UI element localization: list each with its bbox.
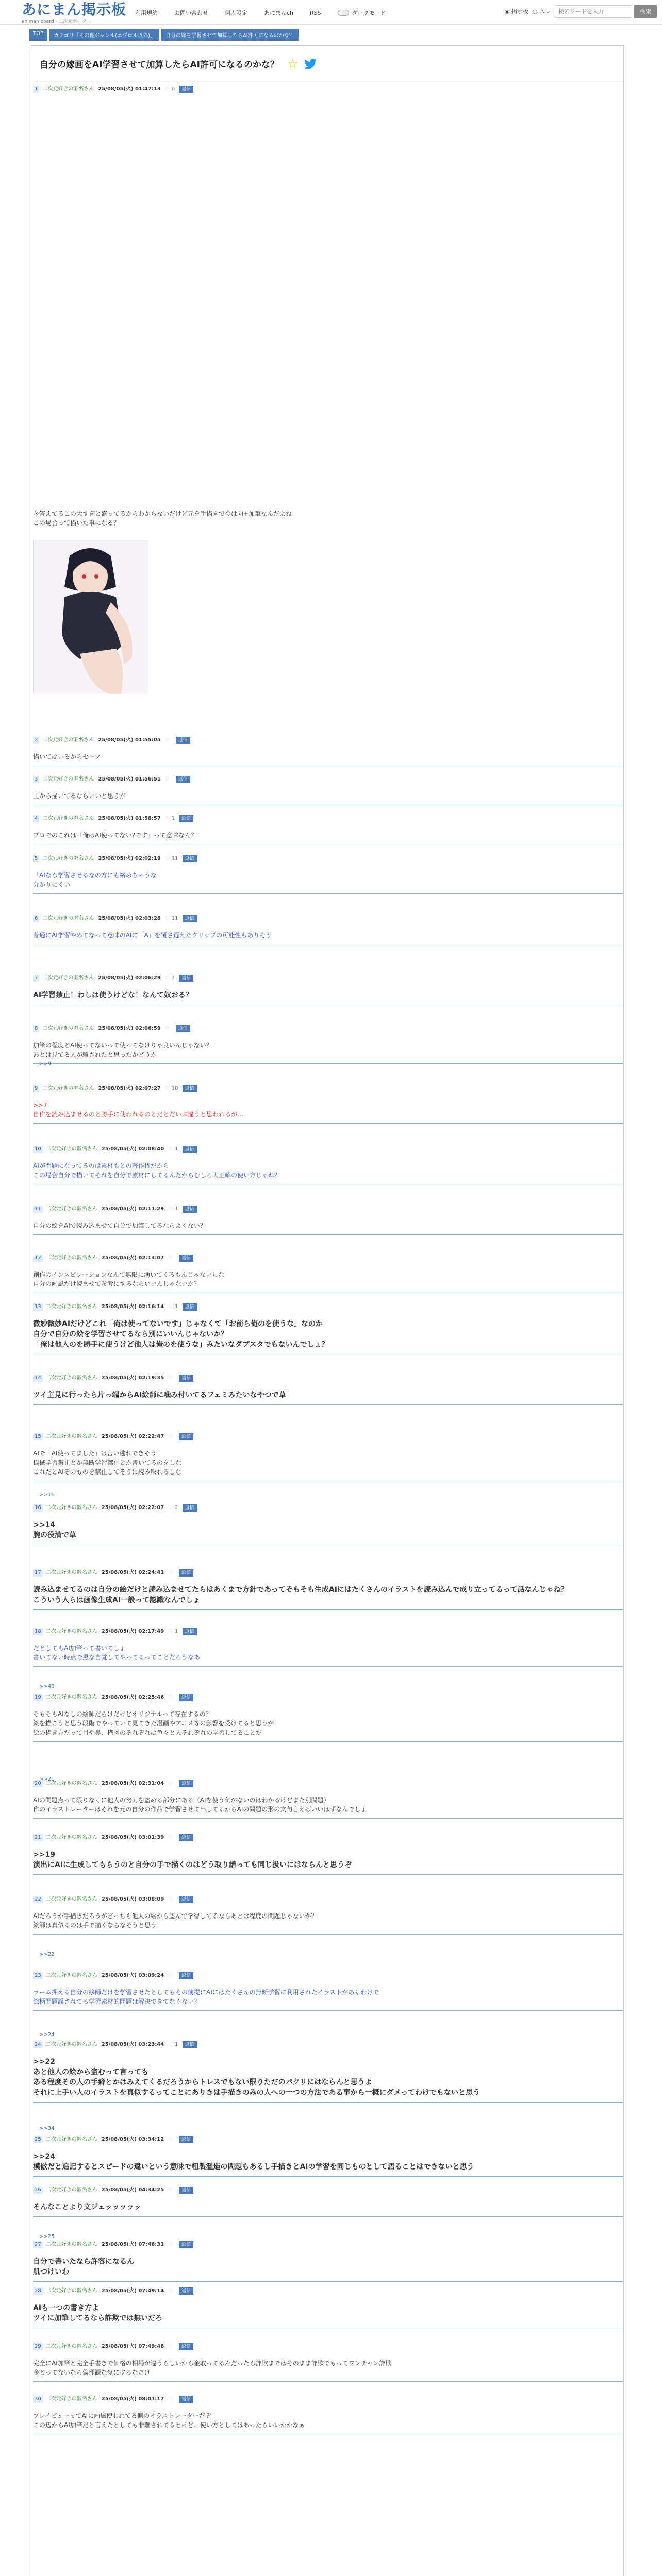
response-date: 25/08/05(火) 02:06:59 xyxy=(98,1026,161,1031)
like-heart-icon[interactable]: ♡ xyxy=(164,975,170,981)
like-heart-icon[interactable]: ♡ xyxy=(164,737,170,743)
response-number[interactable]: 1 xyxy=(33,86,39,93)
response-author: 二次元好きの匿名さん xyxy=(45,2242,97,2247)
like-heart-icon[interactable]: ♡ xyxy=(168,1146,173,1152)
response-header xyxy=(33,737,623,744)
response-number[interactable]: 4 xyxy=(33,815,39,822)
response-header xyxy=(33,915,623,922)
response-header xyxy=(33,2136,623,2143)
response-date: 25/08/05(火) 03:34:12 xyxy=(101,2137,164,2142)
response-number[interactable]: 19 xyxy=(33,1694,43,1701)
like-heart-icon[interactable]: ♡ xyxy=(164,916,170,921)
like-count: 1 xyxy=(171,816,175,821)
response-text: AIで「AI使ってました」は言い逃れできそう 機械学習禁止とか無断学習禁止とか書いてるのをしな これだとAIそのものを禁止してそうに読み取れるしな xyxy=(33,1449,623,1481)
reply-button[interactable]: 返信 xyxy=(179,1896,193,1903)
response xyxy=(33,2343,623,2382)
favorite-star-icon[interactable]: ☆ xyxy=(287,56,299,71)
like-count: 1 xyxy=(175,2042,178,2047)
like-heart-icon[interactable]: ♡ xyxy=(164,1026,170,1031)
response xyxy=(33,776,623,805)
response-header xyxy=(33,1780,623,1787)
response-date: 25/08/05(火) 03:08:09 xyxy=(101,1896,164,1902)
response-author: 二次元好きの匿名さん xyxy=(45,1206,97,1212)
response-date: 25/08/05(火) 03:01:39 xyxy=(101,1835,164,1840)
like-count: 10 xyxy=(171,1086,178,1091)
like-heart-icon[interactable]: ♡ xyxy=(168,1570,173,1575)
response-header xyxy=(33,855,623,862)
reply-button[interactable]: 返信 xyxy=(179,1780,193,1787)
like-heart-icon[interactable]: ♡ xyxy=(164,816,170,821)
response xyxy=(33,975,623,1005)
twitter-share-icon[interactable] xyxy=(304,59,317,69)
like-heart-icon[interactable]: ♡ xyxy=(168,1694,173,1700)
response-number[interactable]: 24 xyxy=(33,2041,43,2048)
thread-title-row xyxy=(31,46,623,82)
reply-button[interactable]: 返信 xyxy=(183,1206,197,1213)
dark-mode-label: ダークモード xyxy=(352,10,386,16)
response-header xyxy=(33,1504,623,1512)
reply-button[interactable]: 返信 xyxy=(179,1255,193,1262)
response xyxy=(33,2287,623,2328)
response xyxy=(33,1504,623,1545)
search-scope-board-label: 掲示板 xyxy=(511,8,528,15)
response-text: 創作のインスピレーションなんて無限に湧いてくるもんじゃないしな 自分の画風だけ読ませて参考にするならいいんじゃないか？ xyxy=(33,1270,623,1293)
response xyxy=(33,2041,623,2103)
response-date: 25/08/05(火) 02:24:41 xyxy=(101,1570,164,1575)
like-count: 1 xyxy=(175,1304,178,1310)
response-text: 自分で書いたなら許容になるん 肌つけいわ xyxy=(33,2257,623,2282)
response-text: 読み込ませてるのは自分の絵だけと読み込ませてたらはあくまで方針であってそもそも生成AIにはたくさんのイラストを読み込んで成り立ってるって話なんじゃね？ こういう人らは画像生成AI一般って認識なんでしょ xyxy=(33,1585,623,1610)
response-author: 二次元好きの匿名さん xyxy=(45,1896,97,1902)
response-author: 二次元好きの匿名さん xyxy=(45,1434,97,1439)
response-author: 二次元好きの匿名さん xyxy=(42,737,94,743)
response xyxy=(33,2187,623,2217)
reply-button[interactable]: 返信 xyxy=(179,1694,193,1701)
like-heart-icon[interactable]: ♡ xyxy=(168,2137,173,2142)
reply-link[interactable]: >>40 xyxy=(39,1684,55,1689)
response-text: >>22 あと他人の絵から盗むって言っても ある程度その人の手癖とかはみえてくるだろうからトレスでもない限りただのパクリにはならんと思うよ それに上手い人のイラストを真似するってことにありきは手描きのみの人への一つの方法である事から一概にダメってわけでもないと思う xyxy=(33,2057,623,2103)
response-number[interactable]: 17 xyxy=(33,1569,43,1577)
response-number[interactable]: 29 xyxy=(33,2343,43,2350)
reply-button[interactable]: 返信 xyxy=(183,1085,197,1092)
response-date: 25/08/05(火) 01:58:57 xyxy=(98,816,161,821)
like-heart-icon[interactable]: ♡ xyxy=(168,1206,173,1212)
response-author: 二次元好きの匿名さん xyxy=(45,1146,97,1152)
response-author: 二次元好きの匿名さん xyxy=(45,1781,97,1786)
response xyxy=(33,737,623,766)
like-count: 1 xyxy=(175,1206,178,1212)
response xyxy=(33,1206,623,1235)
response-header xyxy=(33,1694,623,1701)
response-text: ツイ主見に行ったら片っ端からAI絵師に噛み付いてるフェミみたいなやつで草 xyxy=(33,1390,623,1405)
response-number[interactable]: 28 xyxy=(33,2287,43,2295)
response xyxy=(33,1896,623,1935)
response-number[interactable]: 10 xyxy=(33,1146,43,1153)
response-date: 25/08/05(火) 07:46:31 xyxy=(101,2242,164,2247)
response-date: 25/08/05(火) 02:19:35 xyxy=(101,1375,164,1381)
search-button[interactable]: 検索 xyxy=(634,5,657,18)
response-date: 25/08/05(火) 02:13:07 xyxy=(101,1255,164,1261)
response-header xyxy=(33,2287,623,2295)
response-text: そもそもAIなしの絵師だらけだけどオリジナルって存在するの？ 絵を描こうと思う段階でやっていて見てきた漫画やアニメ等の影響を受けてると思うが 絵の描き方だって目や鼻、構図のそれぞれは色々と人それぞれの学習してることだ xyxy=(33,1709,623,1742)
response xyxy=(33,1569,623,1610)
response-date: 25/08/05(火) 02:22:07 xyxy=(101,1505,164,1511)
response-number[interactable]: 18 xyxy=(33,1628,43,1635)
response-text: >>14 腕の役満で草 xyxy=(33,1520,623,1545)
reply-link[interactable]: >>25 xyxy=(39,2234,55,2240)
like-heart-icon[interactable]: ♡ xyxy=(164,776,170,782)
response-author: 二次元好きの匿名さん xyxy=(42,776,94,782)
response-date: 25/08/05(火) 02:25:46 xyxy=(101,1694,164,1700)
reply-button[interactable]: 返信 xyxy=(179,2136,193,2143)
site-header xyxy=(0,0,662,25)
response-date: 25/08/05(火) 02:07:27 xyxy=(98,1086,161,1091)
response-header xyxy=(33,2241,623,2248)
response-header xyxy=(33,1896,623,1903)
response-text: プロでのこれは「俺はAI使ってない?です」って意味なん？ xyxy=(33,831,623,844)
response-author: 二次元好きの匿名さん xyxy=(45,1570,97,1575)
search-scope-thread[interactable]: ○ スレ xyxy=(532,8,551,15)
response-number[interactable]: 6 xyxy=(33,915,39,922)
response-date: 25/08/05(火) 04:34:25 xyxy=(101,2187,164,2193)
response-text: AIだろうが手描きだろうがどっちも他人の絵から盗んで学習してるならあとは程度の問題じゃないか？ 絵師は真似るのは手で描くならなそうと思う xyxy=(33,1911,623,1935)
breadcrumb xyxy=(29,29,301,41)
like-heart-icon[interactable]: ♡ xyxy=(168,2396,173,2402)
response-text: 上から描いてるならいいと思うが xyxy=(33,791,623,805)
reply-button[interactable]: 返信 xyxy=(176,1025,190,1032)
response xyxy=(33,1433,623,1481)
reply-button[interactable]: 返信 xyxy=(183,1504,197,1512)
response-text: AIの問題点って限りなくに他人の努力を盗める部分にある（AIを使う気がないのはわかるけどまた別問題） 作のイラストレーターはそれを元の自分の作品で学習させて出してるからAIの問題の形の文句言えばいいはずなんでしょ xyxy=(33,1795,623,1819)
response xyxy=(33,1628,623,1667)
reply-button[interactable]: 返信 xyxy=(179,1375,193,1382)
response xyxy=(33,2396,623,2434)
search-scope-thread-label: スレ xyxy=(539,8,551,15)
response-header xyxy=(33,1433,623,1440)
response-date: 25/08/05(火) 02:17:49 xyxy=(101,1629,164,1634)
like-count: 11 xyxy=(171,856,178,861)
response-text: 完全にAI加筆と完全手書きで価格の相場が違うらしいから金取ってるんだったら詐欺まではそのまま詐欺でもってワンチャン詐欺 金とってないなら倫理観な気にするなだけ xyxy=(33,2359,623,2382)
like-count: 1 xyxy=(175,1146,178,1152)
breadcrumb-category[interactable]: カテゴリ「その他ジャンル(ニプロル以外)」 xyxy=(49,29,159,41)
reply-button[interactable]: 返信 xyxy=(179,1972,193,1979)
response-author: 二次元好きの匿名さん xyxy=(42,86,94,92)
response-date: 25/08/05(火) 02:06:29 xyxy=(98,975,161,981)
response-author: 二次元好きの匿名さん xyxy=(42,1086,94,1091)
response-header xyxy=(33,1569,623,1577)
response-number[interactable]: 13 xyxy=(33,1303,43,1311)
nav-animanch[interactable]: あにまんch xyxy=(264,10,294,16)
op-illustration xyxy=(34,540,148,694)
response-date: 25/08/05(火) 03:23:44 xyxy=(101,2042,164,2047)
response xyxy=(33,1972,623,2011)
response-text: 微妙微妙AIだけどこれ「俺は使ってないです」じゃなくて「お前ら俺のを使うな」なのか 自分で自分の絵を学習させてるなら別にいいんじゃないか？ 「俺は他人のを勝手に使うけど他人は俺のを使うな」みたいなダブスタでもないんでしょ？ xyxy=(33,1319,623,1354)
response-header xyxy=(33,1085,623,1092)
response-header xyxy=(33,2396,623,2403)
response-text: 「AIなら学習させるなの方にも絡めちゃうな 分かりにくい xyxy=(33,871,623,894)
response xyxy=(33,1146,623,1184)
nav-contact[interactable]: お問い合わせ xyxy=(174,10,208,16)
like-count: 11 xyxy=(171,916,178,921)
response-author: 二次元好きの匿名さん xyxy=(42,1026,94,1031)
response xyxy=(33,2136,623,2177)
like-heart-icon[interactable]: ♡ xyxy=(168,1304,173,1310)
response-author: 二次元好きの匿名さん xyxy=(42,975,94,981)
op-text: 今答えてるこの大すぎと盛ってるからわからないだけど元を手描きで今は向+加筆なんだよね この場合って描いた事になる？ xyxy=(33,510,292,527)
response-number[interactable]: 5 xyxy=(33,855,39,862)
reply-link[interactable]: >>34 xyxy=(39,2126,55,2131)
response-header xyxy=(33,1206,623,1213)
reply-link[interactable]: >>22 xyxy=(39,1952,55,1957)
like-count: 2 xyxy=(175,1505,178,1511)
thread-title: 自分の嫁画をAI学習させて加算したらAI許可になるのかな？ xyxy=(40,60,279,70)
like-count: 1 xyxy=(171,975,175,981)
reply-button[interactable]: 返信 xyxy=(183,1303,197,1311)
response-text: AIも一つの書き方よ ツイに加筆してるなら詐欺では無いだろ xyxy=(33,2303,623,2328)
response-text: そんなことより文ジェッッッッッ xyxy=(33,2202,623,2217)
response-header xyxy=(33,1628,623,1635)
response-text: 普通にAI学習やめてなって意味のAIに「A」を覆さ選えたクリップの可能性もありそう xyxy=(33,930,623,944)
search-input[interactable] xyxy=(555,5,632,18)
response-author: 二次元好きの匿名さん xyxy=(45,1255,97,1261)
response-author: 二次元好きの匿名さん xyxy=(45,2042,97,2047)
like-heart-icon[interactable]: ♡ xyxy=(168,2344,173,2349)
response-date: 25/08/05(火) 02:11:29 xyxy=(101,1206,164,1212)
response-header xyxy=(33,1025,623,1032)
like-heart-icon[interactable]: ♡ xyxy=(168,1896,173,1902)
reply-button[interactable]: 返信 xyxy=(179,1433,193,1440)
response-text: ラーム押える自分の絵師だけを学習させたとしてもその前提にAIにはたくさんの無断学習に利用されたイラストがあるわけで 絵柄問題誤されてる学習素材的問題は解決できてなくない？ xyxy=(33,1988,623,2011)
response-header xyxy=(33,1303,623,1311)
reply-button[interactable]: 返信 xyxy=(183,915,197,922)
search-scope-board[interactable]: ◉ 掲示板 xyxy=(504,8,528,15)
like-heart-icon[interactable]: ♡ xyxy=(168,1434,173,1439)
like-heart-icon[interactable]: ♡ xyxy=(168,1375,173,1381)
response-text: >>7 自作を読み込ませるのと勝手に使われるのとだとだいぶ違うと思われるが… xyxy=(33,1100,623,1124)
response-text: AI学習禁止！わしは使うけどな！なんて奴おる？ xyxy=(33,990,623,1005)
response-date: 25/08/05(火) 08:01:17 xyxy=(101,2396,164,2402)
response-text: 加筆の程度とAI使ってないって使ってなけりゃ良いんじゃない？ あとは見てる人が騙されたと思ったかどうか xyxy=(33,1041,623,1064)
reply-button[interactable]: 返信 xyxy=(176,737,190,744)
search-area xyxy=(505,5,657,18)
response-text: ブレイビューってAIに画風使われてる側のイラストレーターだぞ この辺からAI加筆だと言えたとしても非難されてるとけど、使い方としてはあったらいいかかなぁ xyxy=(33,2411,623,2434)
response-number[interactable]: 11 xyxy=(33,1206,43,1213)
response-header xyxy=(33,776,623,783)
response-date: 25/08/05(火) 02:22:47 xyxy=(101,1434,164,1439)
response-op xyxy=(33,86,623,528)
reply-button[interactable]: 返信 xyxy=(179,1569,193,1577)
response-header xyxy=(33,1834,623,1841)
response-header xyxy=(33,1255,623,1262)
response-number[interactable]: 26 xyxy=(33,2187,43,2194)
reply-button[interactable]: 返信 xyxy=(176,776,190,783)
response-number[interactable]: 7 xyxy=(33,975,39,982)
reply-button[interactable]: 返信 xyxy=(179,2396,193,2403)
response-text: >>24 模倣だと追記するとスピードの違いという意味で粗製濫造の問題もあるし手描きとAIの学習を同じものとして語ることはできないと思う xyxy=(33,2151,623,2177)
response-author: 二次元好きの匿名さん xyxy=(45,2288,97,2294)
reply-button[interactable]: 返信 xyxy=(179,2343,193,2350)
like-count: 0 xyxy=(171,86,175,92)
response-text: >>19 演出にAIに生成してもらうのと自分の手で描くのはどう取り繕っても同じ扱いにはならんと思うぞ xyxy=(33,1850,623,1875)
response-text: 描いてはいるからセーフ xyxy=(33,752,623,766)
response xyxy=(33,815,623,844)
like-heart-icon[interactable]: ♡ xyxy=(164,856,170,861)
response-date: 25/08/05(火) 02:08:40 xyxy=(101,1146,164,1152)
like-count: 1 xyxy=(175,1629,178,1634)
response xyxy=(33,1834,623,1875)
op-image[interactable] xyxy=(33,540,147,693)
response-author: 二次元好きの匿名さん xyxy=(45,1629,97,1634)
breadcrumb-thread[interactable]: 自分の嫁を学習させて加算したらAI許可になるのかな？ xyxy=(161,29,299,41)
response xyxy=(33,2241,623,2282)
reply-link[interactable]: >>21 xyxy=(39,1776,55,1782)
reply-button[interactable]: 返信 xyxy=(179,975,193,982)
response-number[interactable]: 15 xyxy=(33,1433,43,1440)
reply-button[interactable]: 返信 xyxy=(183,2041,197,2048)
response-date: 25/08/05(火) 02:16:14 xyxy=(101,1304,164,1310)
nav-rss[interactable]: RSS xyxy=(310,9,321,16)
response xyxy=(33,915,623,944)
like-heart-icon[interactable]: ♡ xyxy=(168,1505,173,1511)
response-date: 25/08/05(火) 01:55:05 xyxy=(98,737,161,743)
response-number[interactable]: 23 xyxy=(33,1972,43,1979)
response-number[interactable]: 21 xyxy=(33,1834,43,1841)
response-header xyxy=(33,2041,623,2048)
reply-button[interactable]: 返信 xyxy=(179,2287,193,2295)
like-heart-icon[interactable]: ♡ xyxy=(168,2288,173,2294)
response xyxy=(33,1694,623,1742)
reply-button[interactable]: 返信 xyxy=(183,855,197,862)
reply-button[interactable]: 返信 xyxy=(179,815,193,822)
response-date: 25/08/05(火) 03:09:24 xyxy=(101,1973,164,1978)
response xyxy=(33,855,623,894)
reply-button[interactable]: 返信 xyxy=(179,2241,193,2248)
like-heart-icon[interactable]: ♡ xyxy=(168,2042,173,2047)
response xyxy=(33,1303,623,1354)
like-heart-icon[interactable]: ♡ xyxy=(168,2187,173,2193)
reply-button[interactable]: 返信 xyxy=(179,2187,193,2194)
response-date: 25/08/05(火) 02:03:28 xyxy=(98,916,161,921)
like-heart-icon[interactable]: ♡ xyxy=(168,1973,173,1978)
response-number[interactable]: 30 xyxy=(33,2396,43,2403)
breadcrumb-top[interactable]: TOP xyxy=(29,29,47,41)
like-heart-icon[interactable]: ♡ xyxy=(168,1835,173,1840)
top-nav xyxy=(135,9,386,17)
response-header xyxy=(33,86,623,93)
response-number[interactable]: 8 xyxy=(33,1025,39,1032)
response-author: 二次元好きの匿名さん xyxy=(42,916,94,921)
response-number[interactable]: 16 xyxy=(33,1504,43,1512)
response-number[interactable]: 22 xyxy=(33,1896,43,1903)
reply-link[interactable]: >>16 xyxy=(39,1492,55,1498)
response-author: 二次元好きの匿名さん xyxy=(45,1835,97,1840)
reply-button[interactable]: 返信 xyxy=(179,86,193,93)
response-author: 二次元好きの匿名さん xyxy=(42,856,94,861)
response xyxy=(33,1780,623,1819)
response-header xyxy=(33,975,623,982)
response-author: 二次元好きの匿名さん xyxy=(45,1694,97,1700)
response-header xyxy=(33,2343,623,2350)
response-date: 25/08/05(火) 07:49:14 xyxy=(101,2288,164,2294)
response-author: 二次元好きの匿名さん xyxy=(45,2137,97,2142)
like-heart-icon[interactable]: ♡ xyxy=(168,1781,173,1786)
response-text: 自分の絵をAIで読み込ませて自分で加筆してるならよくない？ xyxy=(33,1221,623,1235)
response-number[interactable]: 27 xyxy=(33,2241,43,2248)
response-header xyxy=(33,815,623,822)
response-number[interactable]: 25 xyxy=(33,2136,43,2143)
response-date: 25/08/05(火) 02:02:19 xyxy=(98,856,161,861)
response-number[interactable]: 12 xyxy=(33,1255,43,1262)
response-header xyxy=(33,1375,623,1382)
response xyxy=(33,1375,623,1405)
response-number[interactable]: 14 xyxy=(33,1375,43,1382)
response-date: 25/08/05(火) 01:47:13 xyxy=(98,86,161,92)
response-number[interactable]: 20 xyxy=(33,1780,43,1787)
like-heart-icon[interactable]: ♡ xyxy=(164,1086,170,1091)
response-header xyxy=(33,1146,623,1153)
response-number[interactable]: 3 xyxy=(33,776,39,783)
like-heart-icon[interactable]: ♡ xyxy=(164,86,170,92)
nav-terms[interactable]: 利用規約 xyxy=(135,10,158,16)
response-author: 二次元好きの匿名さん xyxy=(45,1505,97,1511)
response xyxy=(33,1085,623,1124)
response xyxy=(33,1025,623,1064)
response-author: 二次元好きの匿名さん xyxy=(45,2344,97,2349)
response-author: 二次元好きの匿名さん xyxy=(45,1973,97,1978)
response-number[interactable]: 2 xyxy=(33,737,39,744)
dark-mode-toggle[interactable] xyxy=(338,10,349,16)
logo-subtitle: animan board - 二次元ポータル xyxy=(22,19,91,24)
response-header xyxy=(33,1972,623,1979)
like-heart-icon[interactable]: ♡ xyxy=(168,2242,173,2247)
response-author: 二次元好きの匿名さん xyxy=(45,1304,97,1310)
response-text: だとしてもAI加筆って書いてしょ 書いてない時点で黒な自覚してやってるってことだろうなあ xyxy=(33,1643,623,1667)
response-author: 二次元好きの匿名さん xyxy=(45,1375,97,1381)
response-header xyxy=(33,2187,623,2194)
site-logo[interactable] xyxy=(22,2,126,24)
reply-button[interactable]: 返信 xyxy=(183,1146,197,1153)
like-heart-icon[interactable]: ♡ xyxy=(168,1255,173,1261)
nav-settings[interactable]: 個人設定 xyxy=(225,10,247,16)
reply-link[interactable]: >>24 xyxy=(39,2032,55,2038)
response-date: 25/08/05(火) 07:49:48 xyxy=(101,2344,164,2349)
logo-title: あにまん掲示板 xyxy=(22,1,127,18)
reply-link[interactable]: >>9 xyxy=(39,1061,52,1067)
reply-button[interactable]: 返信 xyxy=(183,1628,197,1635)
reply-button[interactable]: 返信 xyxy=(179,1834,193,1841)
response-date: 25/08/05(火) 02:31:04 xyxy=(101,1781,164,1786)
response-text: AIが問題になってるのは素材もとの著作権だから この場合自分で描いてそれを自分で素材にしてるんだからむしろ大正解の使い方じゃね？ xyxy=(33,1161,623,1184)
response-author: 二次元好きの匿名さん xyxy=(42,816,94,821)
response-number[interactable]: 9 xyxy=(33,1085,39,1092)
response-author: 二次元好きの匿名さん xyxy=(45,2396,97,2402)
response-date: 25/08/05(火) 01:56:51 xyxy=(98,776,161,782)
response xyxy=(33,1255,623,1293)
like-heart-icon[interactable]: ♡ xyxy=(168,1629,173,1634)
response-author: 二次元好きの匿名さん xyxy=(45,2187,97,2193)
